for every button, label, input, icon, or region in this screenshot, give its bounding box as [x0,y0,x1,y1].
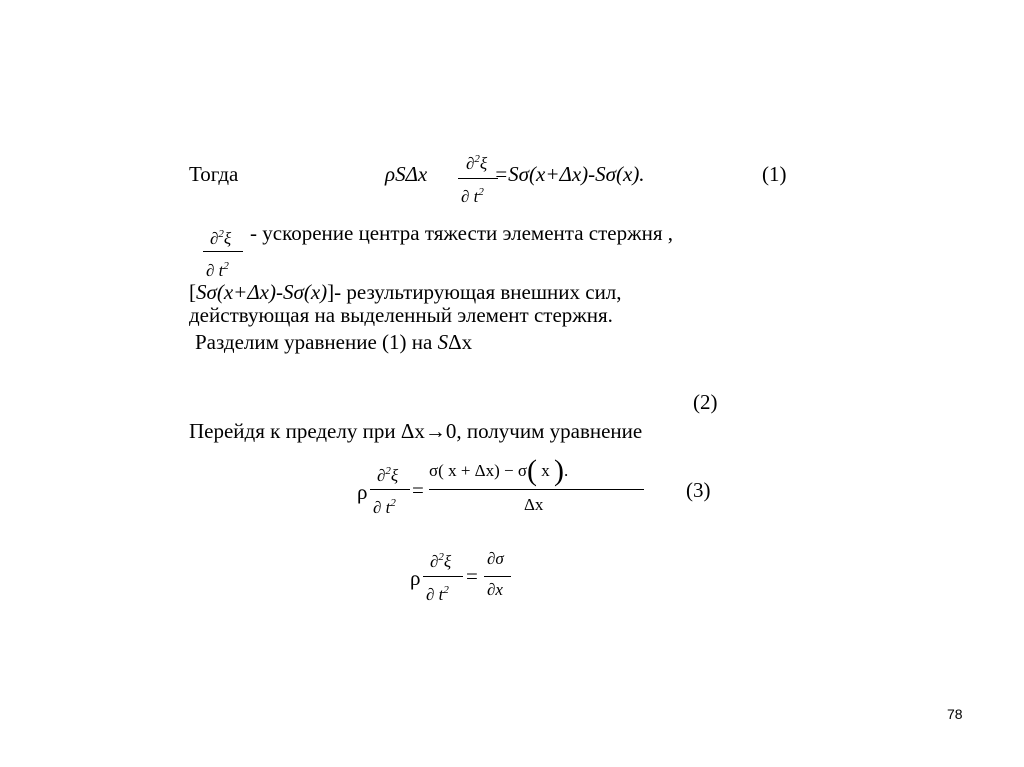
eq1-rhs: =Sσ(x+Δx)-Sσ(x). [494,162,645,186]
accel-fraction-numerator: ∂$^2$ξ [210,228,232,248]
eq2-label: (2) [693,390,718,414]
eq1-label: (1) [762,162,787,186]
eq4-rhs-bar [484,576,511,577]
eq3-rho: ρ [357,480,368,504]
eq3-lhs-bar [370,489,410,490]
eq4-lhs-denominator: ∂ $t^2$ [426,584,449,604]
accel-fraction-bar [203,251,243,252]
eq3-label: (3) [686,478,711,502]
eq4-lhs-bar [423,576,463,577]
eq4-rhs-numerator: ∂σ [487,549,504,568]
eq1-fraction-numerator: ∂$^2$ξ [466,153,488,173]
eq1-fraction-bar [458,178,498,179]
eq1-intro: Тогда [189,162,239,186]
eq4-equals: = [466,564,478,588]
accel-text: - ускорение центра тяжести элемента стержня , [250,221,674,245]
divide-line: Разделим уравнение (1) на SΔx [195,330,473,354]
eq3-rhs-bar [429,489,644,490]
limit-line: Перейдя к пределу при Δx→0, получим уравнение [189,419,643,443]
eq4-lhs-numerator: ∂$^2$ξ [430,551,452,571]
eq3-equals: = [412,478,424,502]
eq1-fraction-denominator: ∂ $t^2$ [461,186,484,206]
eq1-lhs: ρSΔx [385,162,428,186]
eq3-rhs-numerator: σ( x + Δx) − σ( x ). [429,454,569,487]
accel-fraction-denominator: ∂ $t^2$ [206,260,229,280]
resultant-line2: действующая на выделенный элемент стержня. [189,303,613,327]
page-number: 78 [947,706,963,722]
eq3-lhs-denominator: ∂ $t^2$ [373,497,396,517]
eq3-lhs-numerator: ∂$^2$ξ [377,465,399,485]
eq4-rhs-denominator: ∂x [487,580,503,599]
eq4-rho: ρ [410,566,421,590]
resultant-line1: [Sσ(x+Δx)-Sσ(x)]- результирующая внешних сил, [189,280,622,304]
eq3-rhs-denominator: Δx [524,495,544,514]
